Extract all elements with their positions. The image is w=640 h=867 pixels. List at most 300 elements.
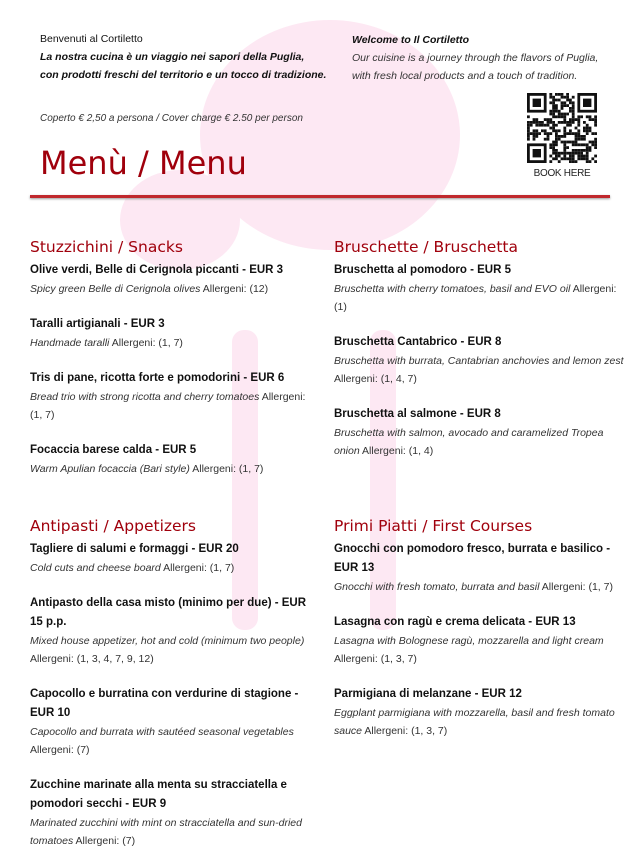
qr-module	[569, 141, 572, 144]
qr-module	[566, 99, 569, 102]
menu-item	[30, 594, 320, 668]
qr-module	[549, 101, 552, 104]
qr-module	[566, 124, 569, 127]
menu-item	[30, 540, 320, 577]
qr-module	[577, 132, 580, 135]
item-desc-text: Lasagna with Bolognese ragù, mozzarella and light cream	[334, 635, 604, 647]
qr-module	[583, 99, 591, 107]
qr-module	[577, 118, 580, 121]
qr-module	[555, 124, 558, 127]
qr-module	[572, 96, 575, 99]
qr-module	[594, 143, 597, 146]
qr-module	[538, 121, 541, 124]
qr-module	[589, 115, 592, 118]
item-name: Focaccia barese calda - EUR 5	[30, 444, 197, 456]
qr-module	[533, 138, 536, 141]
item-desc-text: Cold cuts and cheese board	[30, 562, 161, 574]
qr-module	[558, 121, 561, 124]
qr-module	[572, 157, 575, 160]
item-name: Bruschetta Cantabrico - EUR 8	[334, 336, 502, 348]
qr-module	[561, 93, 564, 96]
item-description	[30, 559, 320, 577]
qr-module	[563, 129, 566, 132]
qr-module	[583, 143, 586, 146]
item-description	[334, 352, 624, 388]
qr-module	[544, 132, 547, 135]
qr-module	[572, 149, 575, 152]
qr-module	[594, 115, 597, 118]
qr-module	[594, 146, 597, 149]
item-description	[334, 578, 624, 596]
qr-module	[569, 107, 572, 110]
qr-module	[583, 138, 586, 141]
qr-module	[583, 129, 586, 132]
qr-module	[558, 155, 561, 158]
qr-module	[589, 118, 592, 121]
qr-module	[563, 118, 566, 121]
qr-module	[566, 157, 569, 160]
qr-module	[591, 118, 594, 121]
qr-module	[580, 157, 583, 160]
qr-module	[594, 132, 597, 135]
qr-module	[549, 132, 552, 135]
qr-module	[575, 143, 578, 146]
qr-module	[563, 149, 566, 152]
qr-module	[586, 157, 589, 160]
qr-module	[563, 141, 566, 144]
qr-module	[552, 107, 555, 110]
item-name: Gnocchi con pomodoro fresco, burrata e basilico - EUR 13	[334, 543, 611, 574]
item-allergens: Allergeni: (1)	[334, 283, 617, 313]
item-allergens: Allergeni: (7)	[30, 744, 90, 756]
item-name: Taralli artigianali - EUR 3	[30, 318, 165, 330]
qr-module	[580, 135, 583, 138]
intro-line: Our cuisine is a journey through the flavors of Puglia,	[352, 52, 599, 64]
menu-item	[334, 405, 624, 460]
qr-module	[580, 143, 583, 146]
qr-module	[566, 121, 569, 124]
item-allergens: Allergeni: (1, 4, 7)	[334, 373, 417, 385]
item-description	[334, 280, 624, 316]
menu-item	[334, 685, 624, 740]
qr-module	[555, 132, 558, 135]
qr-module	[572, 110, 575, 113]
item-name: Lasagna con ragù e crema delicata - EUR 13	[334, 616, 576, 628]
qr-module	[577, 143, 580, 146]
qr-module	[569, 129, 572, 132]
item-desc-text: Bruschetta with cherry tomatoes, basil and EVO oil	[334, 283, 571, 295]
item-name: Olive verdi, Belle di Cerignola piccanti - EUR 3	[30, 264, 284, 276]
intro-line: La nostra cucina è un viaggio nei sapori della Puglia,	[40, 51, 305, 63]
qr-module	[555, 141, 558, 144]
qr-module	[533, 121, 536, 124]
qr-module	[527, 115, 530, 118]
qr-module	[547, 138, 550, 141]
item-desc-text: Bruschetta with burrata, Cantabrian anchovies and lemon zest	[334, 355, 624, 367]
qr-module	[555, 93, 558, 96]
qr-module	[589, 141, 592, 144]
qr-module	[561, 104, 564, 107]
qr-module	[594, 138, 597, 141]
qr-module	[589, 129, 592, 132]
menu-item	[30, 369, 320, 424]
qr-module	[535, 132, 538, 135]
qr-module	[552, 104, 555, 107]
qr-module	[555, 143, 558, 146]
qr-module	[577, 129, 580, 132]
item-desc-text: Handmade taralli	[30, 337, 110, 349]
qr-module	[530, 124, 533, 127]
qr-module	[552, 143, 555, 146]
qr-module	[533, 135, 536, 138]
qr-module	[586, 132, 589, 135]
book-here-label[interactable]: BOOK HERE	[533, 168, 591, 179]
qr-module	[561, 113, 564, 116]
qr-module	[547, 124, 550, 127]
qr-module	[558, 93, 561, 96]
qr-module	[575, 138, 578, 141]
qr-module	[589, 160, 592, 163]
qr-module	[594, 118, 597, 121]
qr-module	[549, 127, 552, 130]
qr-module	[572, 115, 575, 118]
qr-module	[541, 121, 544, 124]
qr-module	[594, 124, 597, 127]
qr-module	[566, 104, 569, 107]
qr-module	[577, 149, 580, 152]
qr-module	[566, 113, 569, 116]
qr-module	[569, 155, 572, 158]
qr-module	[558, 138, 561, 141]
qr-module	[575, 149, 578, 152]
item-allergens: Allergeni: (1, 7)	[541, 581, 613, 593]
item-allergens: Allergeni: (1, 7)	[192, 463, 264, 475]
qr-module	[572, 143, 575, 146]
section-first-courses	[334, 517, 624, 757]
qr-module	[558, 115, 561, 118]
qr-module	[527, 132, 530, 135]
qr-module	[563, 104, 566, 107]
qr-module	[558, 113, 561, 116]
qr-module	[555, 155, 558, 158]
qr-module	[549, 96, 552, 99]
qr-module	[586, 124, 589, 127]
qr-module	[558, 129, 561, 132]
qr-module	[547, 135, 550, 138]
qr-module	[586, 146, 589, 149]
qr-module	[591, 132, 594, 135]
qr-module	[549, 110, 552, 113]
intro-line: with fresh local products and a touch of tradition.	[352, 70, 578, 82]
qr-module	[569, 101, 572, 104]
qr-module	[535, 118, 538, 121]
qr-module	[558, 152, 561, 155]
qr-module	[572, 113, 575, 116]
qr-module	[563, 152, 566, 155]
intro-heading: Welcome to Il Cortiletto	[352, 34, 470, 46]
qr-module	[544, 118, 547, 121]
qr-module	[555, 149, 558, 152]
qr-module	[577, 115, 580, 118]
qr-module	[569, 132, 572, 135]
menu-item	[334, 540, 624, 596]
qr-module	[552, 121, 555, 124]
item-description	[30, 280, 320, 298]
item-description	[30, 334, 320, 352]
qr-code[interactable]	[527, 93, 597, 168]
qr-module	[572, 107, 575, 110]
qr-module	[577, 138, 580, 141]
qr-module	[563, 115, 566, 118]
qr-module	[527, 127, 530, 130]
qr-module	[580, 138, 583, 141]
qr-module	[561, 141, 564, 144]
qr-module	[541, 129, 544, 132]
qr-module	[569, 124, 572, 127]
item-allergens: Allergeni: (1, 7)	[30, 391, 306, 421]
item-desc-text: Warm Apulian focaccia (Bari style)	[30, 463, 190, 475]
qr-module	[583, 155, 586, 158]
section-title: Stuzzichini / Snacks	[30, 238, 183, 256]
qr-module	[563, 127, 566, 130]
qr-module	[566, 141, 569, 144]
qr-module	[591, 143, 594, 146]
qr-module	[572, 160, 575, 163]
qr-module	[558, 110, 561, 113]
qr-module	[527, 129, 530, 132]
qr-module	[589, 127, 592, 130]
qr-module	[555, 104, 558, 107]
item-description	[30, 814, 320, 850]
qr-module	[552, 124, 555, 127]
item-name: Parmigiana di melanzane - EUR 12	[334, 688, 522, 700]
item-description	[334, 424, 624, 460]
menu-item	[30, 685, 320, 759]
section-title: Antipasti / Appetizers	[30, 517, 197, 535]
menu-item	[30, 776, 320, 850]
qr-module	[563, 135, 566, 138]
qr-module	[552, 101, 555, 104]
qr-module	[586, 115, 589, 118]
intro-line: con prodotti freschi del territorio e un tocco di tradizione.	[40, 69, 327, 81]
qr-module	[544, 124, 547, 127]
qr-module	[583, 157, 586, 160]
menu-item	[334, 261, 624, 316]
qr-module	[563, 146, 566, 149]
qr-module	[586, 152, 589, 155]
qr-module	[538, 132, 541, 135]
qr-module	[558, 135, 561, 138]
item-description	[334, 704, 624, 740]
qr-module	[541, 124, 544, 127]
qr-module	[552, 149, 555, 152]
qr-module	[535, 129, 538, 132]
qr-module	[569, 118, 572, 121]
qr-module	[561, 107, 564, 110]
qr-module	[533, 118, 536, 121]
qr-module	[580, 115, 583, 118]
qr-module	[572, 132, 575, 135]
cover-charge: Coperto € 2,50 a persona / Cover charge € 2.50 per person	[40, 113, 303, 124]
qr-module	[555, 107, 558, 110]
qr-module	[561, 121, 564, 124]
qr-module	[552, 115, 555, 118]
section-title: Primi Piatti / First Courses	[334, 517, 533, 535]
qr-module	[586, 129, 589, 132]
qr-module	[575, 132, 578, 135]
item-name: Tris di pane, ricotta forte e pomodorini - EUR 6	[30, 372, 285, 384]
qr-module	[561, 135, 564, 138]
qr-module	[594, 141, 597, 144]
qr-module	[563, 96, 566, 99]
qr-module	[552, 157, 555, 160]
qr-module	[544, 129, 547, 132]
qr-module	[563, 132, 566, 135]
qr-module	[572, 101, 575, 104]
qr-module	[566, 93, 569, 96]
qr-module	[566, 96, 569, 99]
item-description	[30, 632, 320, 668]
qr-module	[575, 141, 578, 144]
qr-module	[572, 152, 575, 155]
qr-module	[566, 152, 569, 155]
item-name: Antipasto della casa misto (minimo per due) - EUR 15 p.p.	[30, 597, 307, 628]
qr-module	[533, 129, 536, 132]
qr-module	[552, 152, 555, 155]
item-desc-text: Eggplant parmigiana with mozzarella, basil and fresh tomato sauce	[334, 707, 615, 737]
qr-module	[533, 99, 541, 107]
qr-module	[577, 124, 580, 127]
section-appetizers	[30, 517, 320, 867]
qr-module	[577, 152, 580, 155]
qr-module	[538, 124, 541, 127]
qr-module	[552, 146, 555, 149]
qr-module	[583, 135, 586, 138]
qr-module	[563, 121, 566, 124]
qr-module	[547, 118, 550, 121]
item-description	[334, 632, 624, 668]
header-divider	[30, 195, 610, 198]
qr-module	[594, 155, 597, 158]
item-name: Tagliere di salumi e formaggi - EUR 20	[30, 543, 239, 555]
qr-module	[575, 127, 578, 130]
qr-module	[577, 155, 580, 158]
qr-code-icon	[527, 93, 597, 163]
qr-module	[549, 146, 552, 149]
qr-module	[577, 157, 580, 160]
qr-module	[552, 99, 555, 102]
qr-module	[566, 132, 569, 135]
qr-module	[589, 149, 592, 152]
section-snacks	[30, 238, 320, 495]
qr-module	[549, 93, 552, 96]
qr-module	[555, 110, 558, 113]
qr-module	[586, 160, 589, 163]
qr-module	[572, 155, 575, 158]
qr-module	[591, 157, 594, 160]
qr-module	[552, 96, 555, 99]
item-name: Bruschetta al pomodoro - EUR 5	[334, 264, 511, 276]
qr-module	[575, 160, 578, 163]
qr-module	[535, 121, 538, 124]
qr-module	[569, 99, 572, 102]
qr-module	[563, 113, 566, 116]
qr-module	[549, 121, 552, 124]
section-title: Bruschette / Bruschetta	[334, 238, 518, 256]
qr-module	[563, 143, 566, 146]
qr-module	[561, 115, 564, 118]
qr-module	[577, 135, 580, 138]
qr-module	[569, 157, 572, 160]
menu-item	[334, 333, 624, 388]
watermark-grape	[300, 160, 390, 250]
qr-module	[566, 146, 569, 149]
menu-item	[30, 261, 320, 298]
item-allergens: Allergeni: (7)	[75, 835, 136, 847]
qr-module	[569, 110, 572, 113]
intro-heading: Benvenuti al Cortiletto	[40, 33, 143, 45]
qr-module	[561, 101, 564, 104]
qr-module	[549, 118, 552, 121]
qr-module	[555, 129, 558, 132]
qr-module	[594, 160, 597, 163]
qr-module	[547, 132, 550, 135]
qr-module	[586, 127, 589, 130]
qr-module	[555, 115, 558, 118]
qr-module	[530, 121, 533, 124]
qr-module	[594, 121, 597, 124]
item-description	[30, 460, 320, 478]
page-title: Menù / Menu	[40, 144, 247, 182]
item-allergens: Allergeni: (1, 3, 7)	[364, 725, 448, 737]
qr-module	[527, 121, 530, 124]
item-allergens: Allergeni: (12)	[202, 283, 269, 295]
qr-module	[552, 129, 555, 132]
qr-module	[549, 143, 552, 146]
qr-module	[555, 157, 558, 160]
menu-item	[30, 315, 320, 352]
qr-module	[549, 155, 552, 158]
qr-module	[527, 135, 530, 138]
qr-module	[555, 99, 558, 102]
qr-module	[589, 146, 592, 149]
qr-module	[586, 143, 589, 146]
item-desc-text: Spicy green Belle di Cerignola olives	[30, 283, 201, 295]
section-bruschetta	[334, 238, 624, 477]
qr-module	[580, 155, 583, 158]
qr-module	[569, 121, 572, 124]
qr-module	[552, 113, 555, 116]
item-name: Capocollo e burratina con verdurine di stagione - EUR 10	[30, 688, 299, 719]
qr-module	[591, 141, 594, 144]
qr-module	[563, 155, 566, 158]
qr-module	[547, 121, 550, 124]
qr-module	[563, 101, 566, 104]
item-desc-text: Bread trio with strong ricotta and cherry tomatoes	[30, 391, 260, 403]
item-desc-text: Capocollo and burrata with sautéed seasonal vegetables	[30, 726, 294, 738]
qr-module	[533, 149, 541, 157]
qr-module	[572, 118, 575, 121]
item-allergens: Allergeni: (1, 3, 7)	[334, 653, 417, 665]
qr-module	[527, 138, 530, 141]
qr-module	[552, 127, 555, 130]
qr-module	[552, 110, 555, 113]
item-allergens: Allergeni: (1, 7)	[163, 562, 235, 574]
qr-module	[561, 152, 564, 155]
item-desc-text: Mixed house appetizer, hot and cold (minimum two people)	[30, 635, 305, 647]
qr-module	[575, 135, 578, 138]
item-name: Zucchine marinate alla menta su stracciatella e pomodori secchi - EUR 9	[30, 779, 287, 810]
